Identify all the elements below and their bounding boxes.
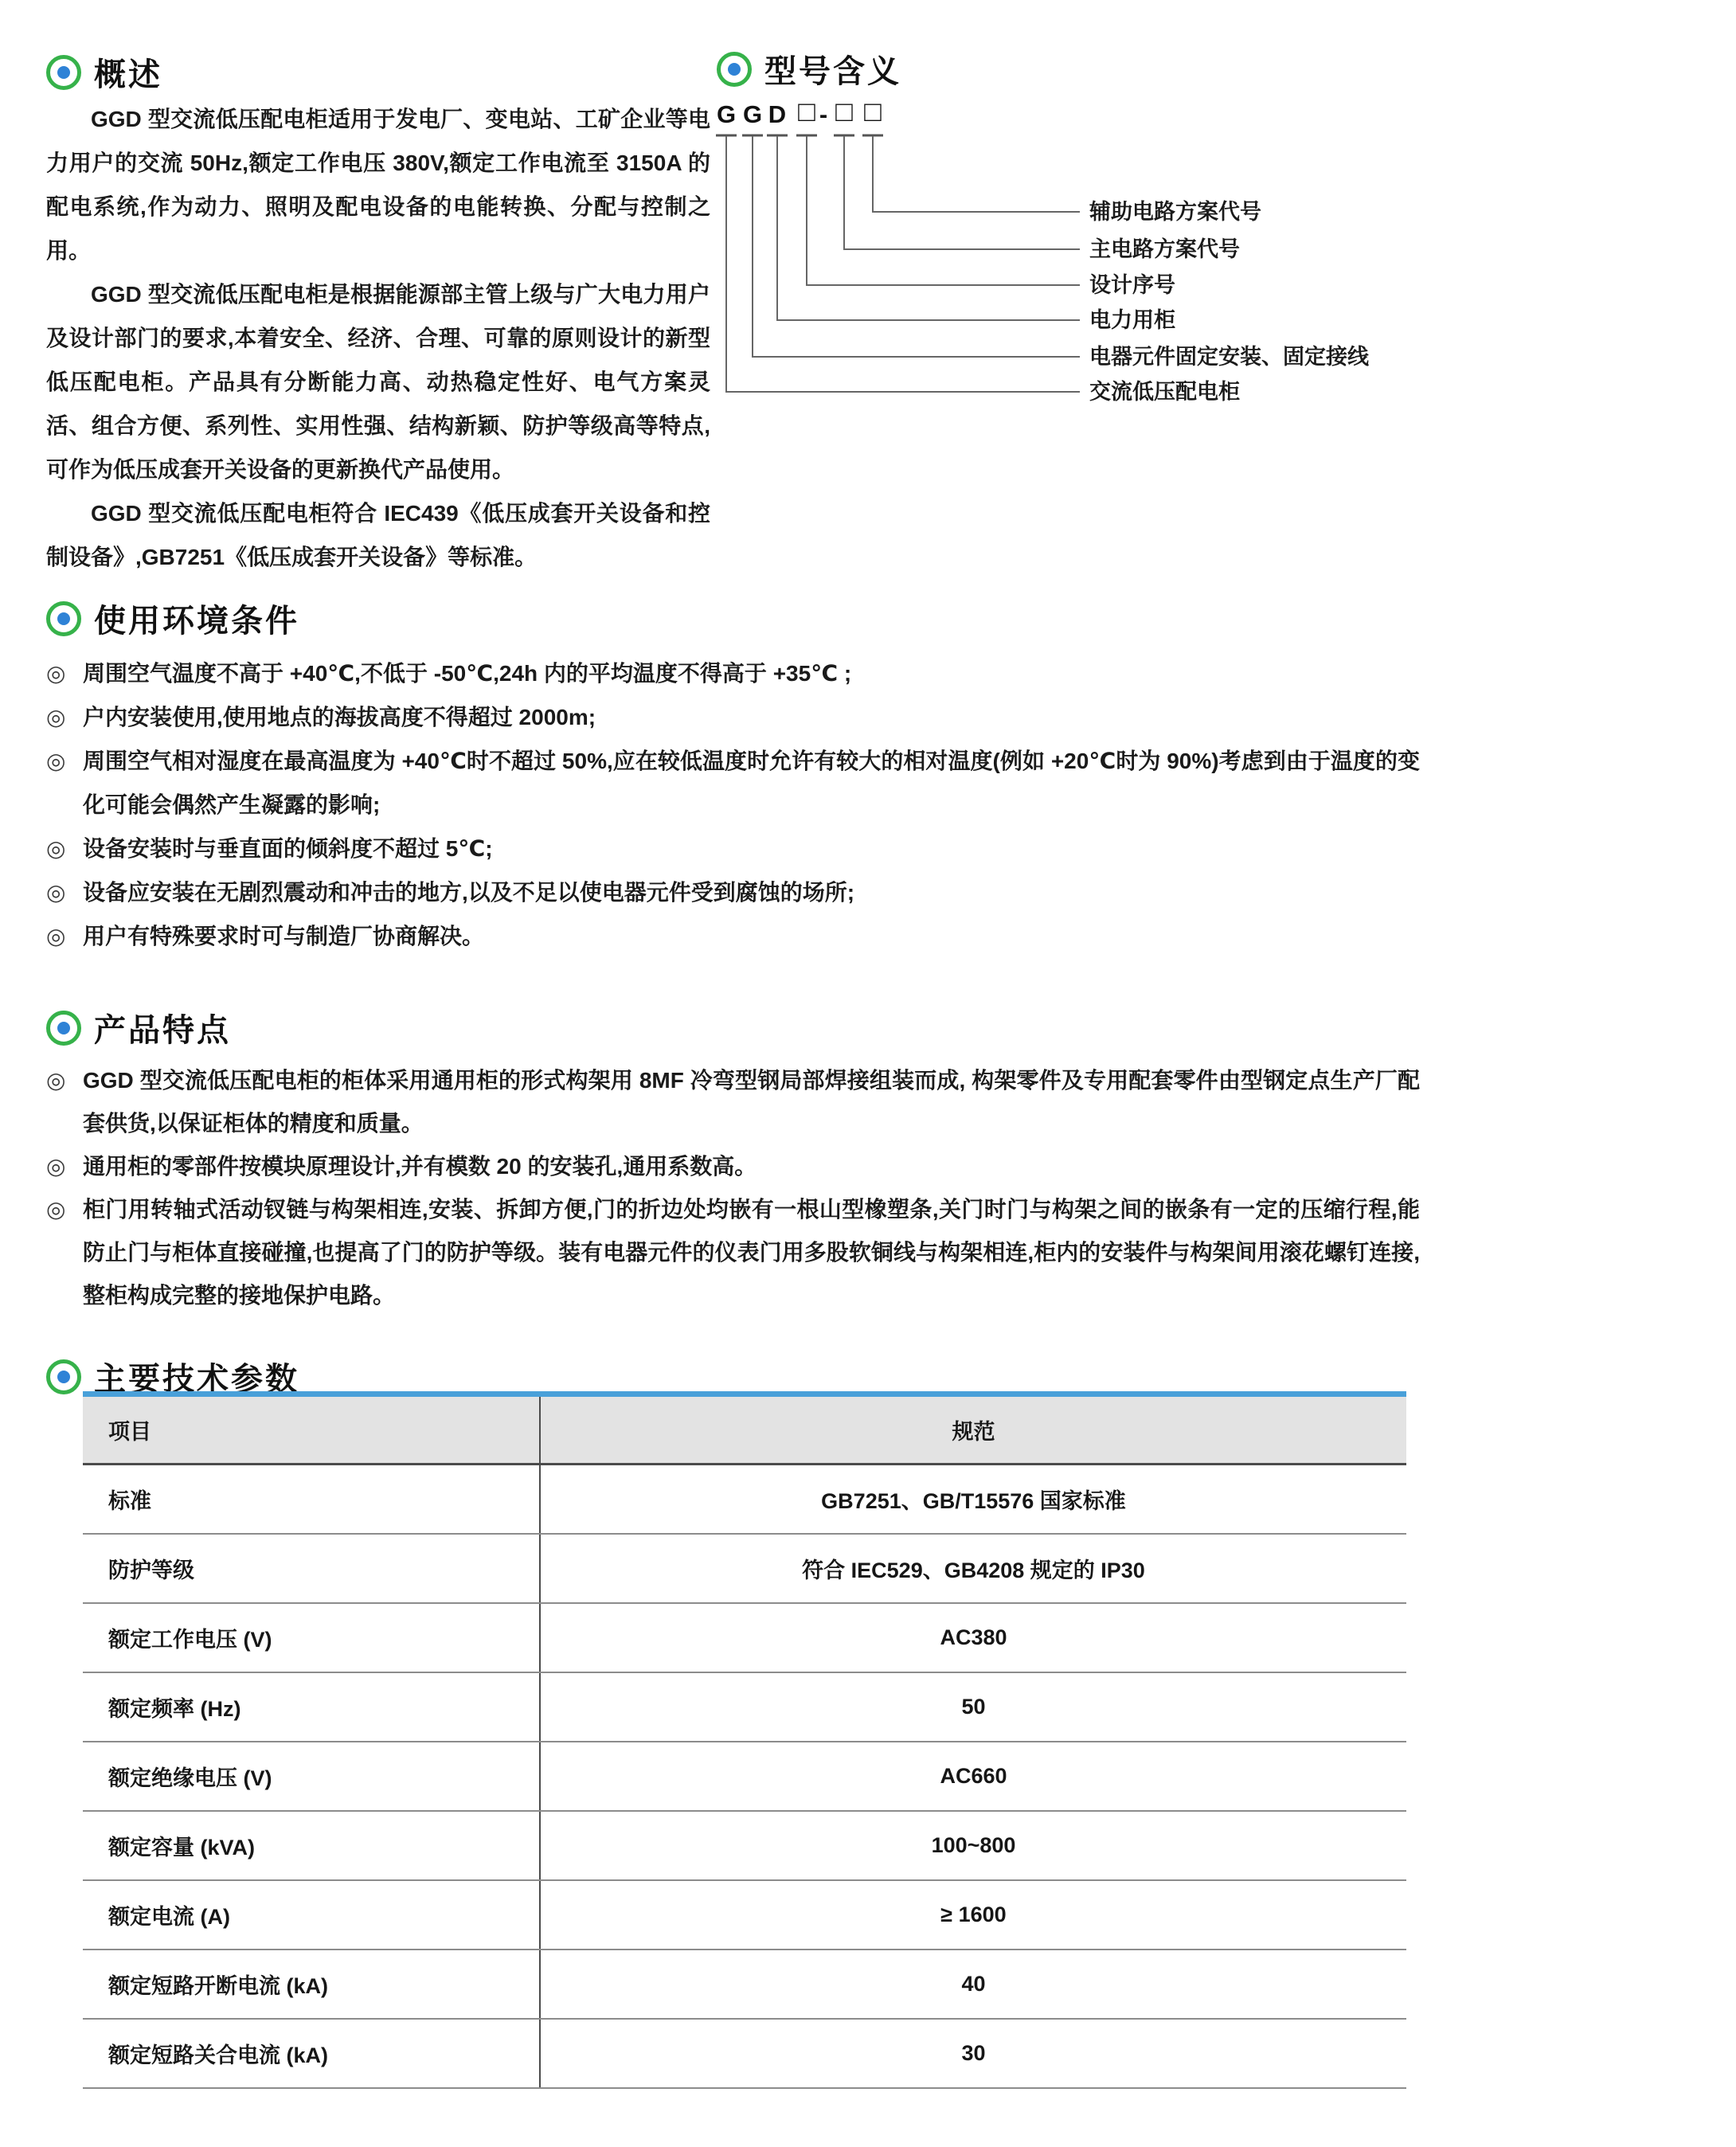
feature-item [46,1059,1420,1145]
env-condition-text: 户内安装使用,使用地点的海拔高度不得超过 2000m; [83,705,596,729]
param-value-cell: 100~800 [539,1812,1406,1879]
section-header-environment [46,596,299,641]
model-code-box: □ [835,95,853,127]
param-name-cell: 额定频率 (Hz) [108,1697,241,1721]
param-name-cell: 标准 [108,1489,151,1513]
model-code-char: D [768,100,787,128]
param-name-cell: 额定容量 (kVA) [108,1836,256,1860]
model-label: 辅助电路方案代号 [1089,200,1261,224]
ring-bullet-icon: ◎ [46,1154,66,1179]
env-condition-item [46,739,1420,827]
section-title-model-meaning: 型号含义 [764,54,901,89]
param-value-cell: 符合 IEC529、GB4208 规定的 IP30 [539,1535,1406,1602]
param-value-cell: GB7251、GB/T15576 国家标准 [539,1465,1406,1533]
param-value-cell: 40 [539,1950,1406,2018]
env-condition-text: 设备应安装在无剧烈震动和冲击的地方,以及不足以使电器元件受到腐蚀的场所; [83,880,855,905]
feature-item [46,1145,1420,1188]
overview-paragraph: GGD 型交流低压配电柜适用于发电厂、变电站、工矿企业等电力用户的交流 50Hz,额定工作电压 380V,额定工作电流至 3150A 的配电系统,作为动力、照明及配电设备的电能转换、分配与控制之用。 [46,107,710,263]
feature-text: 柜门用转轴式活动钗链与构架相连,安装、拆卸方便,门的折边处均嵌有一根山型橡塑条,关门时门与构架之间的嵌条有一定的压缩行程,能防止门与柜体直接碰撞,也提高了门的防护等级。装有电器元件的仪表门用多股软铜线与构架相连,柜内的安装件与构架间用滚花螺钉连接,整柜构成完整的接地保护电路。 [83,1197,1420,1308]
section-bullet-icon [46,601,81,636]
param-value-cell: 30 [539,2020,1406,2087]
model-code-dash: - [819,100,828,128]
section-bullet-icon [46,1359,81,1394]
table-row [83,2020,1406,2089]
param-name-cell: 额定电流 (A) [108,1905,230,1929]
feature-item [46,1188,1420,1317]
params-table-header-row [83,1397,1406,1465]
feature-text: 通用柜的零部件按模块原理设计,并有模数 20 的安装孔,通用系数高。 [83,1154,757,1179]
overview-paragraph: GGD 型交流低压配电柜符合 IEC439《低压成套开关设备和控制设备》,GB7251《低压成套开关设备》等标准。 [46,501,710,569]
param-value-cell: AC380 [539,1604,1406,1672]
section-header-features [46,1005,231,1050]
model-code-box: □ [864,95,882,127]
section-title-overview: 概述 [94,57,162,92]
overview-paragraph: GGD 型交流低压配电柜是根据能源部主管上级与广大电力用户及设计部门的要求,本着安全、经济、合理、可靠的原则设计的新型低压配电柜。产品具有分断能力高、动热稳定性好、电气方案灵活、组合方便、系列性、实用性强、结构新颖、防护等级高等特点,可作为低压成套开关设备的更新换代产品使用。 [46,282,710,482]
ring-bullet-icon: ◎ [46,880,66,905]
table-row [83,1604,1406,1673]
section-bullet-icon [46,1011,81,1046]
env-condition-text: 周围空气相对湿度在最高温度为 +40℃时不超过 50%,应在较低温度时允许有较大的相对温度(例如 +20℃时为 90%)考虑到由于温度的变化可能会偶然产生凝露的影响; [83,749,1421,817]
section-title-features: 产品特点 [94,1013,231,1048]
table-row [83,1673,1406,1742]
feature-text: GGD 型交流低压配电柜的柜体采用通用柜的形式构架用 8MF 冷弯型钢局部焊接组装而成, 构架零件及专用配套零件由型钢定点生产厂配套供货,以保证柜体的精度和质量。 [83,1068,1420,1136]
env-condition-item [46,827,1420,870]
model-code-box: □ [798,95,815,127]
param-name-cell: 额定短路开断电流 (kA) [108,1974,328,1998]
ring-bullet-icon: ◎ [46,1197,66,1222]
overview-text-block [46,97,710,579]
param-name-cell: 额定工作电压 (V) [108,1628,272,1652]
env-condition-item [46,651,1420,695]
section-title-parameters: 主要技术参数 [94,1362,299,1397]
table-row [83,1950,1406,2020]
env-condition-item [46,914,1420,958]
table-row [83,1535,1406,1604]
section-header-overview [46,49,162,95]
param-value-cell: 50 [539,1673,1406,1741]
env-condition-text: 周围空气温度不高于 +40℃,不低于 -50℃,24h 内的平均温度不得高于 +35℃ ; [83,661,852,686]
param-value-cell: ≥ 1600 [539,1881,1406,1949]
ring-bullet-icon: ◎ [46,1068,66,1093]
col-header-item: 项目 [108,1420,151,1444]
section-bullet-icon [46,55,81,90]
env-condition-item [46,695,1420,739]
table-row [83,1812,1406,1881]
section-title-environment: 使用环境条件 [94,604,299,639]
env-condition-item [46,870,1420,914]
model-label: 电器元件固定安装、固定接线 [1089,345,1369,369]
model-label: 交流低压配电柜 [1089,380,1240,404]
env-condition-text: 设备安装时与垂直面的倾斜度不超过 5℃; [83,836,493,861]
model-label: 设计序号 [1089,273,1175,297]
section-bullet-icon [717,52,752,87]
features-list [46,1059,1420,1317]
model-diagram [709,94,1720,452]
model-code-char: G [742,100,763,128]
param-name-cell: 防护等级 [108,1558,194,1582]
model-code-char: G [716,100,737,128]
param-name-cell: 额定短路关合电流 (kA) [108,2043,328,2067]
ring-bullet-icon: ◎ [46,661,66,686]
table-row [83,1465,1406,1535]
model-label: 主电路方案代号 [1089,237,1240,261]
params-table [83,1391,1406,2089]
ring-bullet-icon: ◎ [46,705,66,729]
param-name-cell: 额定绝缘电压 (V) [108,1766,272,1790]
environment-conditions-list [46,651,1420,958]
ring-bullet-icon: ◎ [46,749,66,773]
ring-bullet-icon: ◎ [46,924,66,948]
ring-bullet-icon: ◎ [46,836,66,861]
param-value-cell: AC660 [539,1742,1406,1810]
table-row [83,1742,1406,1812]
model-label: 电力用柜 [1089,308,1175,332]
col-header-spec: 规范 [539,1397,1406,1463]
env-condition-text: 用户有特殊要求时可与制造厂协商解决。 [83,924,485,948]
section-header-model-meaning [717,46,901,92]
table-row [83,1881,1406,1950]
